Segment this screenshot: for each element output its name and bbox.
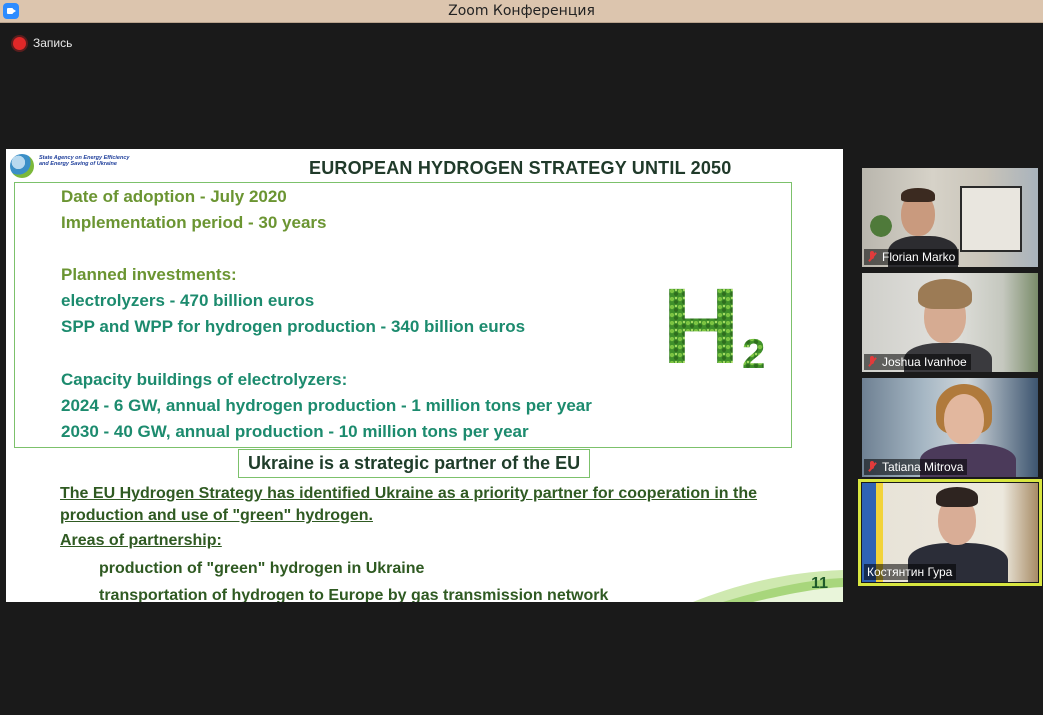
- area-item: production of "green" hydrogen in Ukraine: [99, 560, 425, 577]
- slide-page-number: 11: [811, 575, 828, 592]
- agency-name: [39, 155, 149, 167]
- video-tile-active-speaker[interactable]: [862, 483, 1038, 582]
- video-tile-tatiana-mitrova[interactable]: [862, 378, 1038, 477]
- recording-indicator[interactable]: [13, 35, 72, 51]
- participant-name-tag: [864, 459, 967, 475]
- info-line-adoption: Date of adoption - July 2020: [61, 187, 287, 206]
- agency-logo-icon: [10, 154, 34, 178]
- participant-name: Joshua Ivanhoe: [882, 355, 967, 369]
- h2-subscript: 2: [742, 330, 766, 373]
- info-line-capacity-heading: Capacity buildings of electrolyzers:: [61, 370, 348, 389]
- participant-name: Костянтин Гура: [867, 565, 953, 579]
- info-line-period: Implementation period - 30 years: [61, 213, 327, 232]
- slide-title: EUROPEAN HYDROGEN STRATEGY UNTIL 2050: [309, 158, 732, 178]
- plant: [868, 206, 894, 246]
- video-tile-florian-marko[interactable]: [862, 168, 1038, 267]
- info-line-investments-heading: Planned investments:: [61, 265, 237, 284]
- mic-muted-icon: [867, 461, 877, 473]
- record-dot-icon: [13, 37, 26, 50]
- participant-name: Tatiana Mitrova: [882, 460, 964, 474]
- info-line-electrolyzers: electrolyzers - 470 billion euros: [61, 291, 315, 310]
- person-hair: [936, 487, 978, 507]
- strategy-paragraph: The EU Hydrogen Strategy has identified Ukraine as a priority partner for cooperation in the production and use of "green" hydrogen.: [60, 485, 758, 524]
- person-hair: [901, 188, 935, 202]
- participant-name-tag: [864, 564, 956, 580]
- mic-muted-icon: [867, 251, 877, 263]
- participant-name: Florian Marko: [882, 250, 956, 264]
- area-item: transportation of hydrogen to Europe by gas transmission network: [99, 587, 609, 602]
- agency-name-line-2: and Energy Saving of Ukraine: [39, 161, 117, 167]
- participant-name-tag: [864, 354, 971, 370]
- person-hair: [918, 279, 972, 309]
- h2-leaf-logo: [662, 273, 782, 373]
- person-head: [944, 394, 984, 444]
- mic-muted-icon: [867, 356, 877, 368]
- info-line-spp-wpp: SPP and WPP for hydrogen production - 340 billion euros: [61, 317, 526, 336]
- agency-name-line-1: State Agency on Energy Efficiency: [39, 155, 130, 161]
- partner-heading: Ukraine is a strategic partner of the EU: [238, 449, 590, 478]
- h2-letter: H: [662, 273, 740, 373]
- areas-heading: Areas of partnership:: [60, 532, 222, 549]
- recording-label: Запись: [33, 36, 73, 50]
- window-title: Zoom Конференция: [448, 3, 595, 19]
- shared-slide: [6, 149, 843, 602]
- participant-name-tag: [864, 249, 959, 265]
- wall-poster: [960, 186, 1022, 252]
- info-line-2030: 2030 - 40 GW, annual production - 10 million tons per year: [61, 422, 529, 441]
- window-title-bar[interactable]: [0, 0, 1043, 23]
- info-line-2024: 2024 - 6 GW, annual hydrogen production - 1 million tons per year: [61, 396, 592, 415]
- video-tile-joshua-ivanhoe[interactable]: [862, 273, 1038, 372]
